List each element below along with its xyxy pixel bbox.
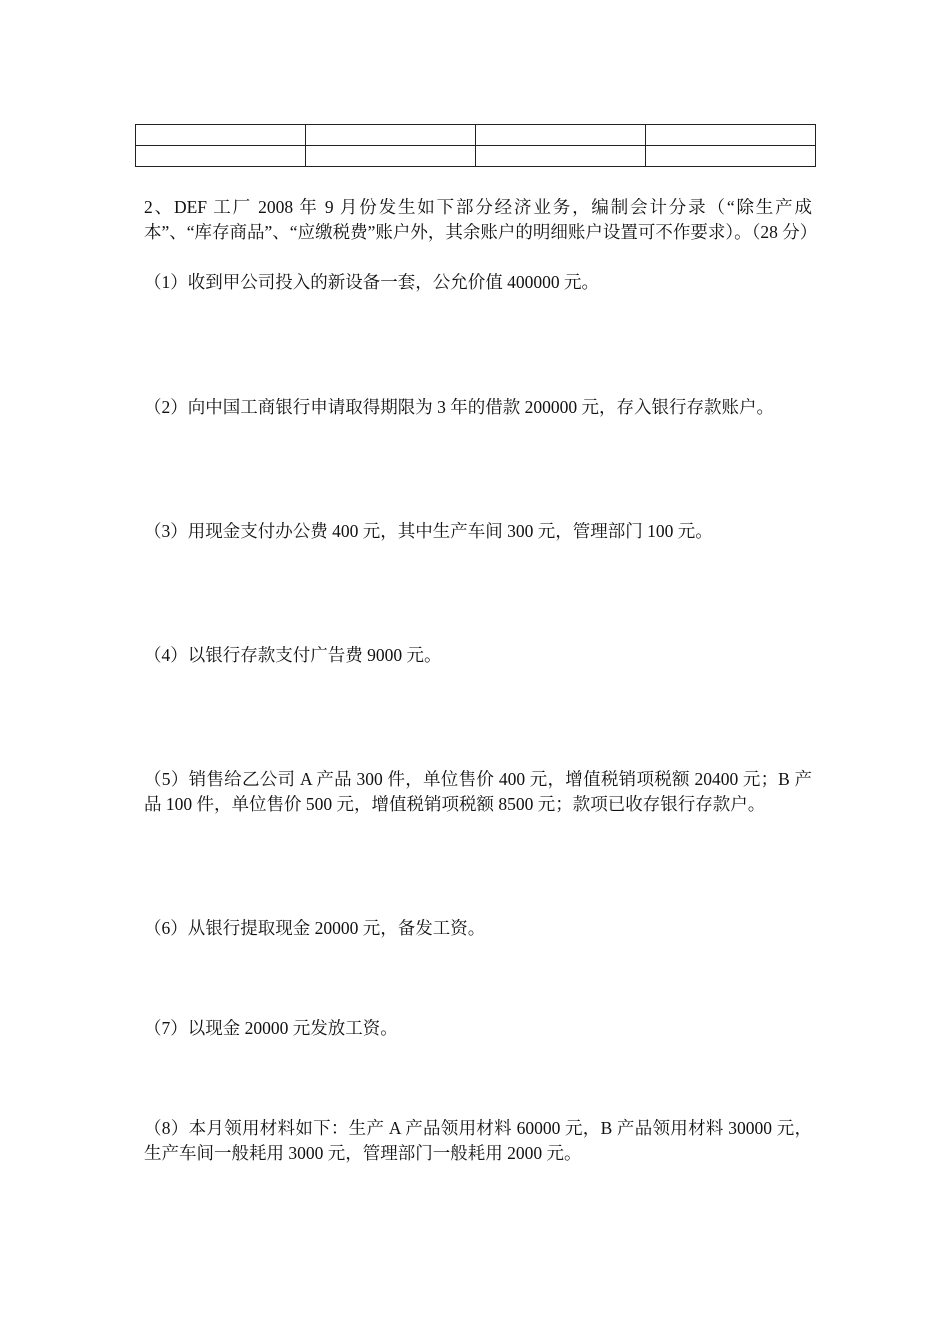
- item-7: （7）以现金 20000 元发放工资。: [144, 1018, 398, 1038]
- table-cell: [476, 125, 646, 146]
- item-4: （4）以银行存款支付广告费 9000 元。: [144, 645, 442, 665]
- table-row: [136, 146, 816, 167]
- item-3: （3）用现金支付办公费 400 元，其中生产车间 300 元，管理部门 100 元。: [144, 521, 713, 541]
- item-6: （6）从银行提取现金 20000 元，备发工资。: [144, 918, 486, 938]
- question-intro: 2、DEF 工厂 2008 年 9 月份发生如下部分经济业务，编制会计分录（“除生产成本”、“库存商品”、“应缴税费”账户外，其余账户的明细账户设置可不作要求）。（28 分）: [144, 197, 818, 242]
- table-cell: [646, 125, 816, 146]
- table-cell: [306, 146, 476, 167]
- item-8: （8）本月领用材料如下：生产 A 产品领用材料 60000 元，B 产品领用材料 30000 元，生产车间一般耗用 3000 元，管理部门一般耗用 2000 元。: [144, 1118, 812, 1163]
- table-cell: [306, 125, 476, 146]
- table-cell: [136, 125, 306, 146]
- table-cell: [136, 146, 306, 167]
- item-1: （1）收到甲公司投入的新设备一套，公允价值 400000 元。: [144, 272, 599, 292]
- table-cell: [646, 146, 816, 167]
- table-row: [136, 125, 816, 146]
- table-cell: [476, 146, 646, 167]
- item-2: （2）向中国工商银行申请取得期限为 3 年的借款 200000 元，存入银行存款账户。: [144, 397, 774, 417]
- item-5: （5）销售给乙公司 A 产品 300 件，单位售价 400 元，增值税销项税额 20400 元；B 产品 100 件，单位售价 500 元，增值税销项税额 8500 元；款项已收存银行存款户。: [144, 769, 812, 814]
- answer-table: [135, 124, 816, 167]
